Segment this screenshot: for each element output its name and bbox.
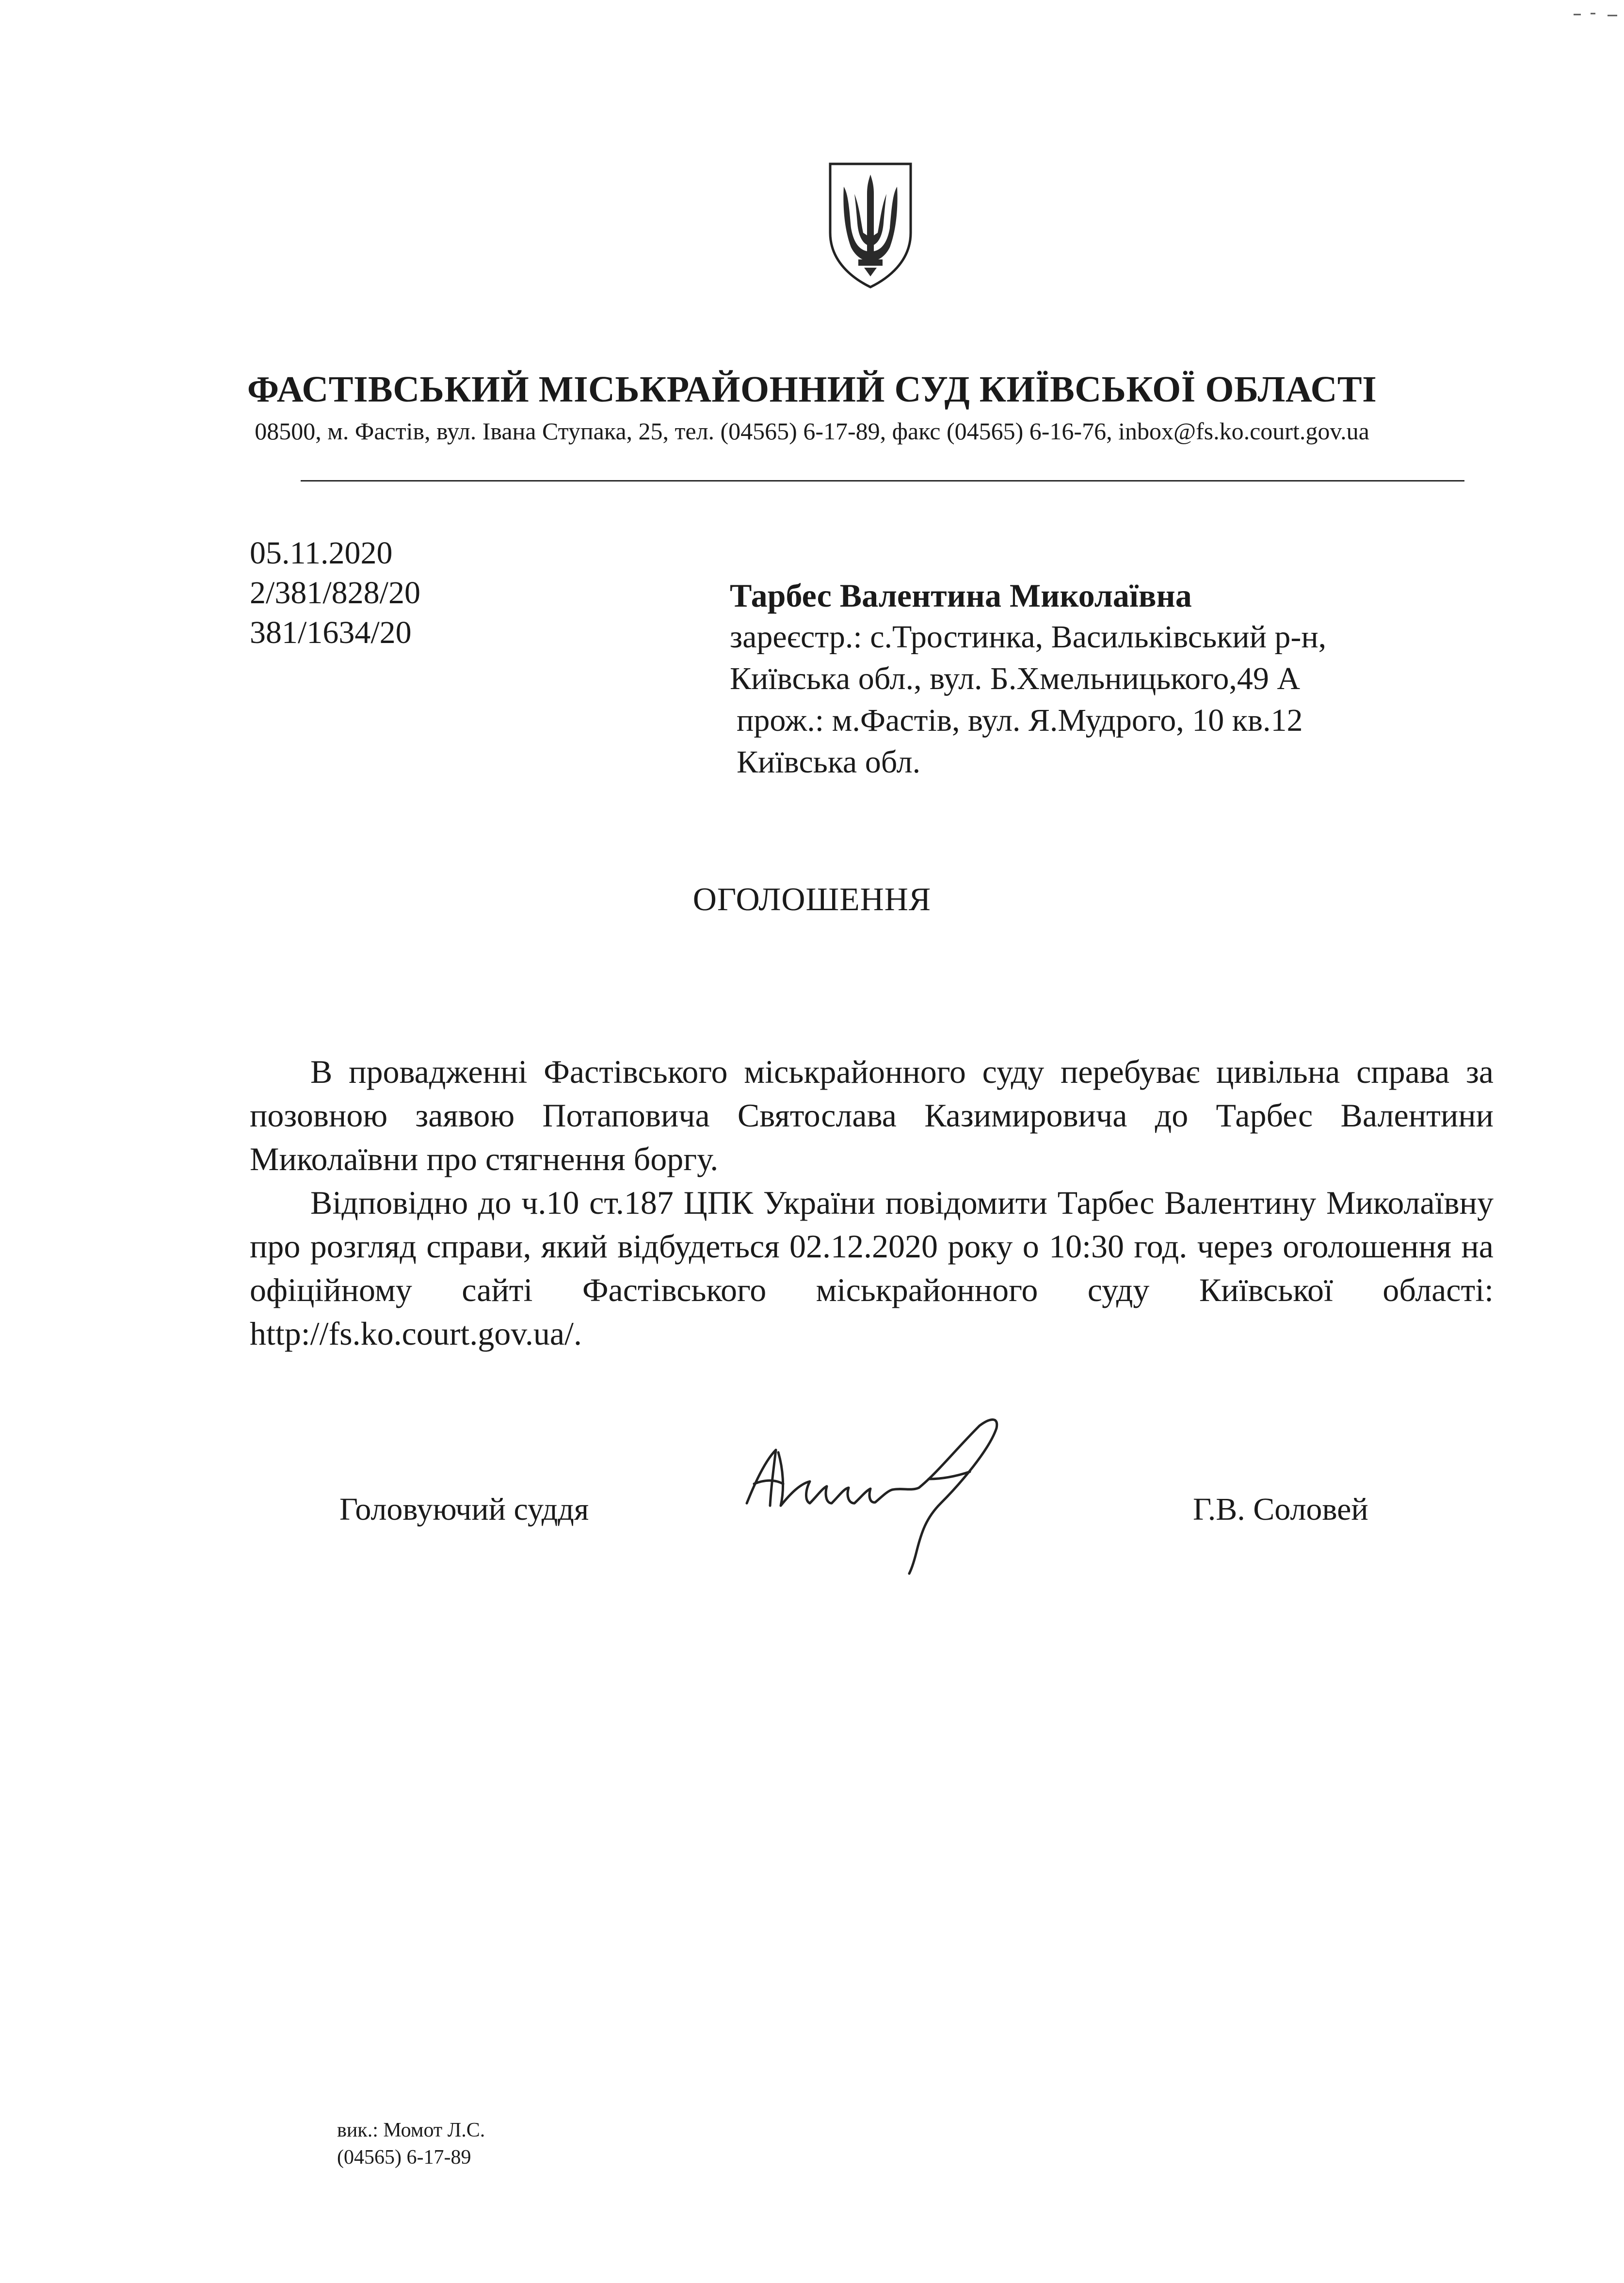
court-contacts: 08500, м. Фастів, вул. Івана Ступака, 25, тел. (04565) 6-17-89, факс (04565) 6-16-76, inbox@fs.ko.court.gov.ua (255, 418, 1369, 445)
executor-name: вик.: Момот Л.С. (337, 2119, 485, 2141)
document-date: 05.11.2020 (250, 535, 393, 571)
recipient-address-line: Київська обл. (737, 744, 921, 780)
signer-role: Головуючий суддя (339, 1492, 589, 1527)
header-divider (301, 480, 1464, 482)
recipient-block (730, 575, 1326, 783)
scan-marks (1571, 5, 1620, 24)
announcement-paragraph: В провадженні Фастівського міськрайонного суду перебуває цивільна справа за позовною заявою Потаповича Святослава Казимировича до Тарбес Валентини Миколаївни про стягнення боргу. (250, 1053, 1494, 1177)
executor-note (337, 2117, 485, 2171)
case-number: 2/381/828/20 (250, 575, 421, 611)
outgoing-number: 381/1634/20 (250, 615, 412, 650)
document-references (250, 533, 420, 653)
handwritten-signature (727, 1406, 1043, 1581)
court-name: ФАСТІВСЬКИЙ МІСЬКРАЙОННИЙ СУД КИЇВСЬКОЇ ОБЛАСТІ (247, 369, 1377, 410)
signer-name: Г.В. Соловей (1193, 1492, 1368, 1527)
announcement-paragraph: Відповідно до ч.10 ст.187 ЦПК України повідомити Тарбес Валентину Миколаївну про розгляд справи, який відбудеться 02.12.2020 року о 10:30 год. через оголошення на офіційному сайті Фастівського міськрайонного суду Київської області: http://fs.ko.court.gov.ua/. (250, 1184, 1494, 1352)
recipient-address-line: прож.: м.Фастів, вул. Я.Мудрого, 10 кв.12 (737, 703, 1303, 738)
coat-of-arms-icon (824, 160, 917, 291)
recipient-address-line: зареєстр.: с.Тростинка, Васильківський р-н, (730, 619, 1327, 655)
announcement-body (250, 1050, 1494, 1355)
recipient-address-line: Київська обл., вул. Б.Хмельницького,49 А (730, 661, 1301, 696)
recipient-name: Тарбес Валентина Миколаївна (730, 577, 1192, 614)
announcement-title: ОГОЛОШЕННЯ (692, 881, 932, 917)
executor-phone: (04565) 6-17-89 (337, 2146, 471, 2169)
